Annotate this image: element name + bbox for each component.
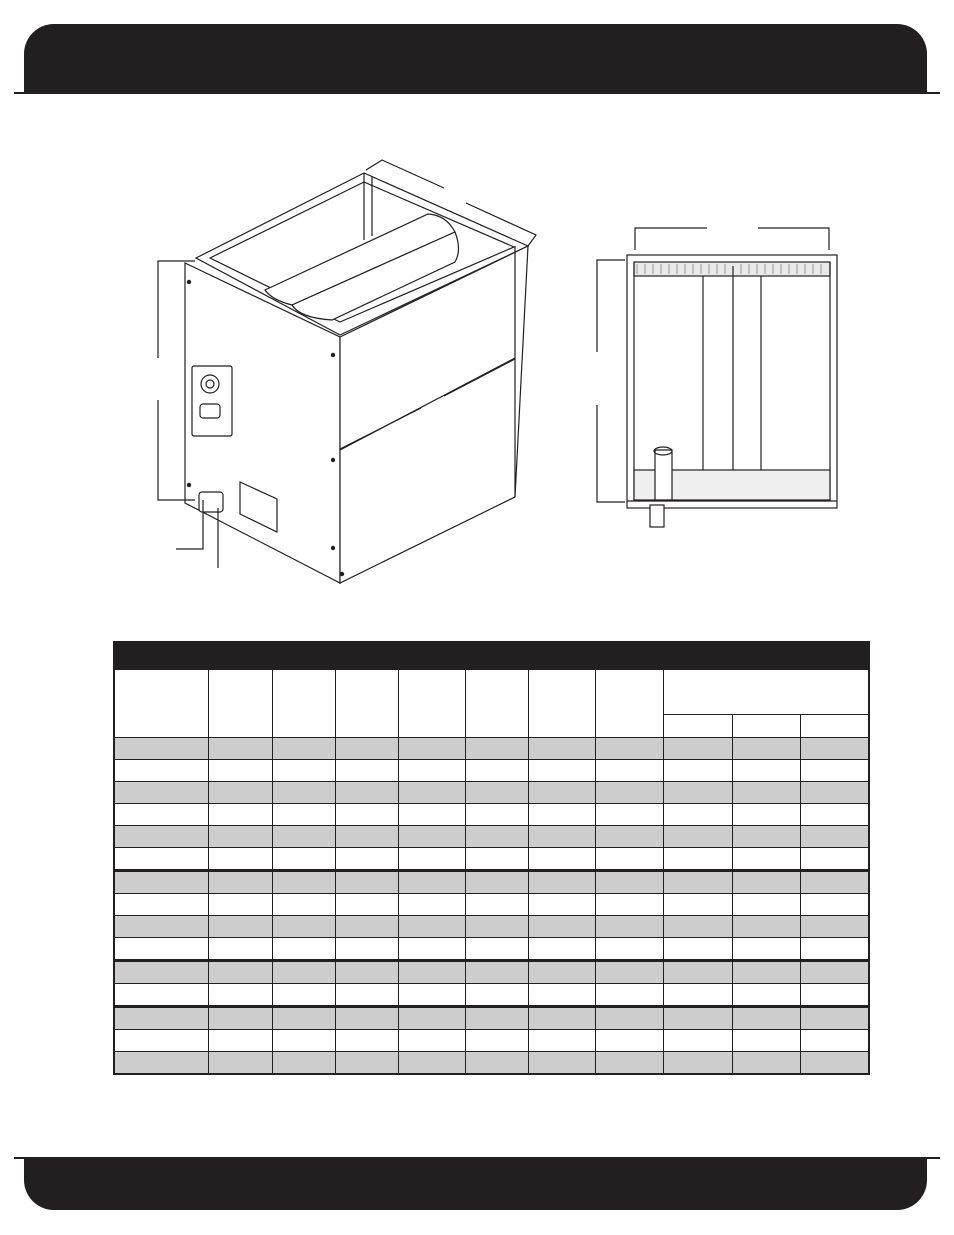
table-cell <box>208 1052 272 1075</box>
table-cell <box>335 1030 398 1052</box>
table-header-row <box>114 670 869 715</box>
table-cell <box>272 961 335 984</box>
table-cell <box>465 1052 528 1075</box>
table-cell <box>272 938 335 961</box>
table-cell <box>732 871 800 894</box>
table-cell <box>595 782 663 804</box>
header-cell <box>465 670 528 738</box>
header-cell <box>114 670 208 738</box>
header-group-cell <box>663 670 869 715</box>
table-cell <box>595 1030 663 1052</box>
table-cell <box>595 826 663 848</box>
table-cell <box>465 760 528 782</box>
table-cell <box>465 826 528 848</box>
coil-front-elevation-icon <box>597 228 837 527</box>
table-cell <box>465 984 528 1007</box>
table-cell <box>114 738 208 760</box>
table-cell <box>114 1052 208 1075</box>
table-cell <box>398 961 465 984</box>
table-cell <box>398 782 465 804</box>
table-cell <box>663 984 732 1007</box>
table-cell <box>528 1052 595 1075</box>
table-cell <box>465 938 528 961</box>
table-cell <box>800 1007 869 1030</box>
table-cell <box>528 984 595 1007</box>
table-cell <box>335 894 398 916</box>
table-cell <box>663 848 732 871</box>
table-cell <box>398 984 465 1007</box>
table-cell <box>595 848 663 871</box>
subheader-cell <box>732 715 800 738</box>
table-cell <box>398 894 465 916</box>
table-row <box>114 804 869 826</box>
table-cell <box>465 738 528 760</box>
header-cell <box>398 670 465 738</box>
table-cell <box>595 804 663 826</box>
table-cell <box>528 1030 595 1052</box>
table-cell <box>398 760 465 782</box>
table-cell <box>732 984 800 1007</box>
table-cell <box>732 826 800 848</box>
table-cell <box>595 1052 663 1075</box>
table-title <box>114 642 869 670</box>
table-cell <box>398 848 465 871</box>
table-cell <box>800 826 869 848</box>
table-cell <box>114 916 208 938</box>
table-cell <box>465 848 528 871</box>
table-cell <box>114 848 208 871</box>
table-cell <box>272 782 335 804</box>
table-cell <box>528 760 595 782</box>
table-cell <box>335 916 398 938</box>
table-cell <box>732 1007 800 1030</box>
table-cell <box>272 1007 335 1030</box>
table-cell <box>663 760 732 782</box>
table-cell <box>800 738 869 760</box>
table-cell <box>732 1052 800 1075</box>
table-cell <box>663 738 732 760</box>
table-cell <box>595 760 663 782</box>
table-cell <box>595 961 663 984</box>
table-cell <box>595 1007 663 1030</box>
table-row <box>114 916 869 938</box>
table-cell <box>663 894 732 916</box>
table-cell <box>335 826 398 848</box>
table-cell <box>114 782 208 804</box>
table-cell <box>663 1030 732 1052</box>
header-cell <box>528 670 595 738</box>
table-cell <box>732 894 800 916</box>
table-cell <box>528 804 595 826</box>
table-row <box>114 871 869 894</box>
table-cell <box>465 782 528 804</box>
table-cell <box>732 782 800 804</box>
table-cell <box>114 894 208 916</box>
table-title-row <box>114 642 869 670</box>
table-cell <box>398 1007 465 1030</box>
table-cell <box>663 871 732 894</box>
table-cell <box>800 760 869 782</box>
table-cell <box>208 1030 272 1052</box>
table-cell <box>114 1030 208 1052</box>
table-row <box>114 894 869 916</box>
table-cell <box>595 738 663 760</box>
table-cell <box>208 738 272 760</box>
table-body <box>114 738 869 1075</box>
table-cell <box>595 984 663 1007</box>
table-cell <box>272 984 335 1007</box>
table-cell <box>208 894 272 916</box>
table-cell <box>208 984 272 1007</box>
table-cell <box>335 738 398 760</box>
table-cell <box>208 938 272 961</box>
table-cell <box>335 984 398 1007</box>
table-cell <box>800 894 869 916</box>
table-cell <box>528 848 595 871</box>
table-row <box>114 961 869 984</box>
table-cell <box>528 916 595 938</box>
table-cell <box>663 961 732 984</box>
table-cell <box>398 916 465 938</box>
table-cell <box>800 916 869 938</box>
table-cell <box>595 938 663 961</box>
table-cell <box>208 961 272 984</box>
page-footer-bar <box>24 1158 927 1210</box>
table-cell <box>800 782 869 804</box>
table-cell <box>335 1052 398 1075</box>
table-cell <box>528 871 595 894</box>
table-cell <box>208 871 272 894</box>
table-cell <box>595 894 663 916</box>
table-cell <box>114 826 208 848</box>
table-cell <box>528 782 595 804</box>
table-cell <box>465 804 528 826</box>
cased-coil-isometric-icon <box>158 160 536 583</box>
subheader-cell <box>800 715 869 738</box>
table-cell <box>732 738 800 760</box>
table-cell <box>208 804 272 826</box>
table-cell <box>465 1007 528 1030</box>
table-row <box>114 760 869 782</box>
table-cell <box>732 961 800 984</box>
table-cell <box>663 916 732 938</box>
table-cell <box>208 826 272 848</box>
table-cell <box>528 826 595 848</box>
table-cell <box>114 961 208 984</box>
table-cell <box>114 760 208 782</box>
table-cell <box>663 804 732 826</box>
table-cell <box>528 894 595 916</box>
table-cell <box>800 871 869 894</box>
subheader-cell <box>663 715 732 738</box>
table-cell <box>663 826 732 848</box>
table-cell <box>335 1007 398 1030</box>
table-cell <box>663 938 732 961</box>
table-cell <box>800 1030 869 1052</box>
table-cell <box>114 871 208 894</box>
table-cell <box>272 760 335 782</box>
table-cell <box>465 961 528 984</box>
table-cell <box>208 916 272 938</box>
table-cell <box>272 894 335 916</box>
table-cell <box>528 961 595 984</box>
table-row <box>114 1052 869 1075</box>
table-cell <box>398 738 465 760</box>
table-cell <box>272 848 335 871</box>
header-cell <box>335 670 398 738</box>
table-cell <box>800 1052 869 1075</box>
table-cell <box>335 938 398 961</box>
table-cell <box>732 1030 800 1052</box>
table-row <box>114 1007 869 1030</box>
table-row <box>114 782 869 804</box>
table-cell <box>528 738 595 760</box>
table-cell <box>595 871 663 894</box>
table-cell <box>732 848 800 871</box>
table-cell <box>272 1052 335 1075</box>
table-cell <box>272 826 335 848</box>
table-cell <box>398 938 465 961</box>
table-cell <box>528 1007 595 1030</box>
table-cell <box>272 871 335 894</box>
table-cell <box>595 916 663 938</box>
table-cell <box>732 938 800 961</box>
table-row <box>114 826 869 848</box>
table-cell <box>465 894 528 916</box>
table-cell <box>398 871 465 894</box>
header-cell <box>272 670 335 738</box>
table-cell <box>663 782 732 804</box>
table-cell <box>114 984 208 1007</box>
table-cell <box>800 984 869 1007</box>
table-row <box>114 938 869 961</box>
table-cell <box>114 938 208 961</box>
table-cell <box>208 848 272 871</box>
table-cell <box>272 738 335 760</box>
table-cell <box>398 1030 465 1052</box>
table-cell <box>208 1007 272 1030</box>
table-cell <box>663 1052 732 1075</box>
table-row <box>114 1030 869 1052</box>
table-cell <box>114 1007 208 1030</box>
table-cell <box>800 848 869 871</box>
table-cell <box>398 804 465 826</box>
table-cell <box>663 1007 732 1030</box>
header-cell <box>208 670 272 738</box>
table-cell <box>465 1030 528 1052</box>
table-row <box>114 984 869 1007</box>
table-row <box>114 738 869 760</box>
table-cell <box>272 1030 335 1052</box>
table-row <box>114 848 869 871</box>
table-cell <box>335 871 398 894</box>
table-cell <box>335 804 398 826</box>
header-cell <box>595 670 663 738</box>
table-cell <box>465 871 528 894</box>
table-cell <box>398 1052 465 1075</box>
table-cell <box>272 916 335 938</box>
table-cell <box>732 760 800 782</box>
table-cell <box>732 916 800 938</box>
table-cell <box>800 804 869 826</box>
table-cell <box>398 826 465 848</box>
table-cell <box>335 782 398 804</box>
table-cell <box>800 938 869 961</box>
table-cell <box>800 961 869 984</box>
table-cell <box>528 938 595 961</box>
table-cell <box>335 848 398 871</box>
table-cell <box>335 760 398 782</box>
table-cell <box>114 804 208 826</box>
table-cell <box>465 916 528 938</box>
table-cell <box>335 961 398 984</box>
table-cell <box>208 760 272 782</box>
table-cell <box>272 804 335 826</box>
table-cell <box>732 804 800 826</box>
table-cell <box>208 782 272 804</box>
spec-table <box>113 641 870 1075</box>
